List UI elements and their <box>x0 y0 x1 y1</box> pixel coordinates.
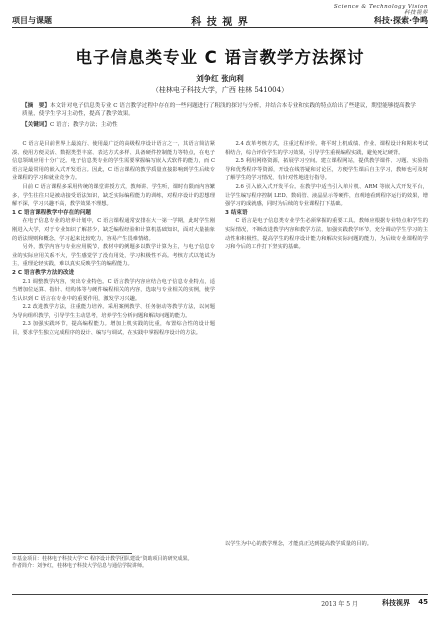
footnote-divider <box>12 553 132 554</box>
page-number: 45 <box>418 598 428 606</box>
abstract-text: 本文针对电子信息类专业 C 语言教学过程中存在的一些问题进行了粗浅的探讨与分析，并结合本专业和实践的特点给出了些建议，期望能够提高教学质量，使学生学习主动性，提高了教学效果。 <box>22 103 416 118</box>
abstract-label: 【摘 要】 <box>22 103 50 109</box>
section-label-right: 科技·探索·争鸣 <box>373 16 428 25</box>
body-paragraph: C 语言是目前世界上最流行、使用最广泛的高级程序设计语言之一，其语言简洁紧凑、使用方便灵活、数据类型丰富、表达方式多样、具备硬件控制能力等特点，在电子信息领域应用十分广泛。电子信息类专业的学生需要掌握编写嵌入式软件的能力，而 C 语言是最常用的嵌入式开发语言。因此，C 语言课程的教学质量直接影响到学生后续专业课程的学习和就业竞争力。 <box>12 141 215 182</box>
body-paragraph: 2.3 加强实践环节，提高编程能力。增加上机实践的比重，布置综合性的设计题目，要求学生独立完成程序的设计、编写与调试，在实践中掌握程序设计的方法。 <box>12 321 215 337</box>
footnote-author: 作者简介：刘争红，桂林电子科技大学信息与通信学院讲师。 <box>12 563 148 569</box>
body-paragraph: 2.5 利用网络资源，拓展学习空间。建立课程网站，提供教学课件、习题、实验指导和优秀程序等资源，开设在线答疑和讨论区，方便学生课后自主学习，教师也可及时了解学生的学习情况，有针对性地进行指导。 <box>225 158 428 182</box>
section-heading: 3 结束语 <box>225 209 248 216</box>
body-column-left <box>12 140 215 540</box>
journal-name-line2: 科技视界 <box>403 10 428 16</box>
keywords-text: C 语言；教学方法；主动性 <box>49 122 118 128</box>
keywords-label: 【关键词】 <box>22 122 50 128</box>
footer-magazine: 科技视界 <box>382 599 410 607</box>
body-tail-right: 以学生为中心的教学理念，才能真正达到提高教学质量的目的。 <box>225 541 372 547</box>
abstract <box>22 102 418 119</box>
section-heading: 2 C 语言教学方法的改进 <box>12 269 75 276</box>
footer-date: 2013 年 5 月 <box>321 601 358 608</box>
footnote-funding: ※基金项目：桂林电子科技大学“C 程序设计教学团队建设”资助项目的研究成果。 <box>12 556 193 562</box>
section-label-left: 项目与课题 <box>12 16 52 25</box>
body-paragraph: 2.2 改进教学方法，注重能力培养。采用案例教学、任务驱动等教学方法，以问题为导向组织教学，引导学生主动思考，培养学生分析问题和解决问题的能力。 <box>12 304 215 319</box>
section-header-bar <box>12 14 428 28</box>
body-paragraph: 目前 C 语言课程多采用传统的课堂讲授方式，教师讲、学生听，课时有限而内容繁多，学生往往只是被动接受语法知识，缺乏实际编程能力的训练，对程序设计的思想理解不深，学习兴趣不高，教学效果不理想。 <box>12 183 215 208</box>
journal-name-line1: Science & Technology Vision <box>333 4 428 10</box>
article-affiliation: （桂林电子科技大学，广西 桂林 541004） <box>151 86 289 94</box>
article-authors: 刘争红 张向利 <box>196 74 244 83</box>
body-paragraph: 另外，教学内容与专业应用脱节，教材中的例题多以数学计算为主，与电子信息专业的实际应用关系不大，学生感觉学了没有用处，学习积极性不高。考核方式以笔试为主，重理论轻实践，难以真实反映学生的编程能力。 <box>12 244 215 268</box>
page-footer <box>12 594 428 610</box>
article-title: 电子信息类专业 C 语言教学方法探讨 <box>75 48 365 67</box>
section-label-center: 科 技 视 界 <box>191 17 249 28</box>
body-paragraph: 2.1 调整教学内容，突出专业特色。C 语言教学内容应结合电子信息专业特点，适当增加位运算、指针、结构体等与硬件编程相关的内容，选取与专业相关的实例，使学生认识到 C 语言在专业中的重要作用，激发学习兴趣。 <box>12 278 215 302</box>
body-paragraph: 2.6 引入嵌入式开发平台。在教学中适当引入单片机、ARM 等嵌入式开发平台，让学生编写程序控制 LED、数码管、液晶显示等硬件，直观地看到程序运行的效果，增强学习的成就感，同时为后续的专业课程打下基础。 <box>225 183 428 208</box>
body-paragraph: 在电子信息专业的培养计划中，C 语言课程通常安排在大一第一学期，此时学生刚刚进入大学，对于专业知识了解甚少，缺乏编程经验和计算机基础知识，面对大量抽象的语法规则和概念，学习起来比较吃力，容易产生畏难情绪。 <box>12 218 215 242</box>
keywords <box>22 121 418 129</box>
body-paragraph: C 语言是电子信息类专业学生必须掌握的重要工具。教师应根据专业特点和学生的实际情况，不断改进教学内容和教学方法，加强实践教学环节，充分调动学生学习的主动性和积极性，提高学生的程序设计能力和解决实际问题的能力，为后续专业课程的学习和今后的工作打下坚实的基础。 <box>225 218 428 251</box>
section-heading: 1 C 语言课程教学中存在的问题 <box>12 209 92 216</box>
body-column-right <box>225 140 428 540</box>
footnote <box>12 556 215 570</box>
body-paragraph: 2.4 改革考核方式，注重过程评价。将平时上机成绩、作业、课程设计和期末考试相结合，综合评价学生的学习效果，引导学生重视编程实践，避免死记硬背。 <box>225 141 428 156</box>
